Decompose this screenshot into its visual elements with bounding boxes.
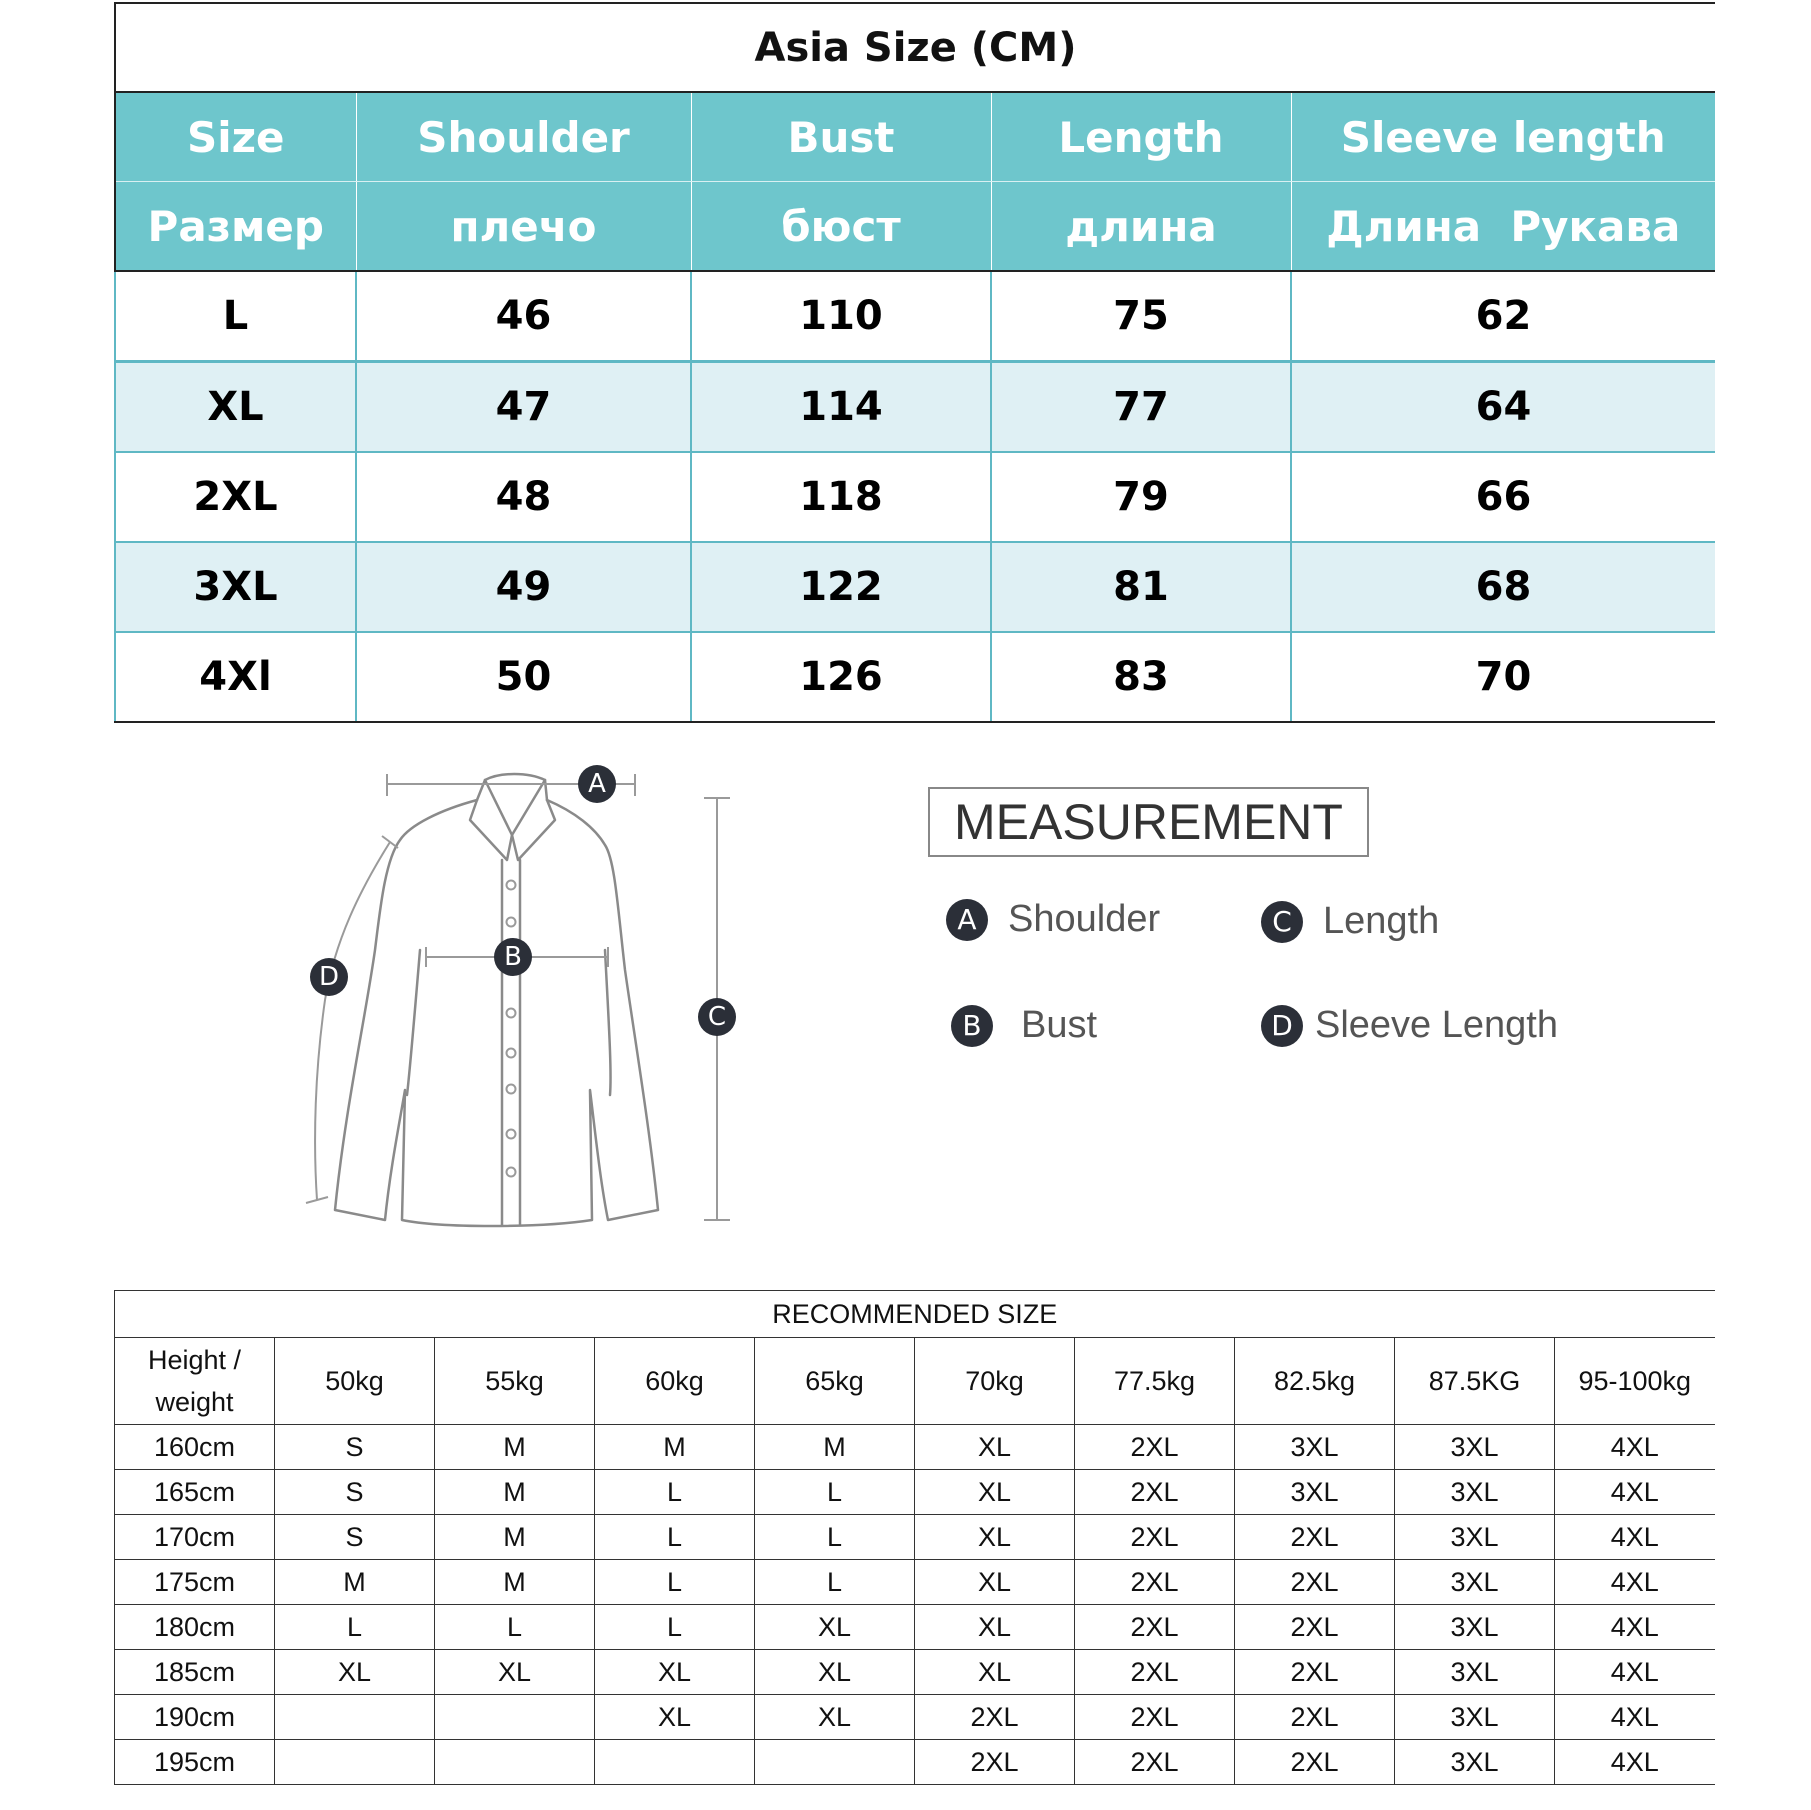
legend-sleeve-length	[1261, 1004, 1558, 1047]
header-shoulder-ru: плечо	[356, 182, 691, 272]
legend-label: Shoulder	[1008, 898, 1161, 940]
size-cell: L	[595, 1515, 755, 1560]
height-cell: 195cm	[115, 1740, 275, 1785]
height-cell: 165cm	[115, 1470, 275, 1515]
size-cell: L	[755, 1560, 915, 1605]
size-cell: XL	[915, 1425, 1075, 1470]
badge-a-icon: A	[946, 899, 988, 941]
size-cell: XL	[595, 1695, 755, 1740]
asia-size-table	[114, 2, 1715, 723]
length-cell: 83	[991, 632, 1291, 722]
weight-header: 82.5kg	[1235, 1338, 1395, 1425]
table-row	[115, 1740, 1715, 1785]
size-cell: L	[275, 1605, 435, 1650]
size-cell: XL	[915, 1650, 1075, 1695]
size-cell: M	[435, 1425, 595, 1470]
size-cell: L	[595, 1470, 755, 1515]
size-cell: 2XL	[915, 1740, 1075, 1785]
size-cell: 2XL	[1075, 1605, 1235, 1650]
size-cell: 2XL	[1075, 1740, 1235, 1785]
shoulder-cell: 46	[356, 271, 691, 362]
header-length-en: Length	[991, 92, 1291, 182]
shirt-diagram	[290, 750, 760, 1250]
height-cell: 160cm	[115, 1425, 275, 1470]
size-cell: M	[435, 1515, 595, 1560]
size-cell: 4Xl	[115, 632, 356, 722]
badge-c-icon: C	[698, 998, 736, 1036]
size-cell: 2XL	[1075, 1425, 1235, 1470]
size-cell: 3XL	[1395, 1695, 1555, 1740]
size-cell: XL	[915, 1515, 1075, 1560]
legend-label: Sleeve Length	[1315, 1004, 1558, 1046]
sleeve-cell: 68	[1291, 542, 1715, 632]
size-cell: 2XL	[1235, 1560, 1395, 1605]
table-row	[115, 362, 1715, 453]
sleeve-cell: 70	[1291, 632, 1715, 722]
corner-line: weight	[155, 1387, 234, 1417]
size-cell: 2XL	[1075, 1515, 1235, 1560]
shirt-outline-icon	[290, 750, 760, 1250]
badge-b-icon: B	[494, 938, 532, 976]
size-cell: M	[435, 1470, 595, 1515]
bust-cell: 122	[691, 542, 991, 632]
legend-shoulder	[946, 898, 1160, 941]
size-cell: 3XL	[1235, 1470, 1395, 1515]
size-cell: 2XL	[1235, 1605, 1395, 1650]
bust-cell: 126	[691, 632, 991, 722]
size-cell: 4XL	[1555, 1740, 1715, 1785]
size-cell: 4XL	[1555, 1470, 1715, 1515]
table-row	[115, 1605, 1715, 1650]
weight-header: 55kg	[435, 1338, 595, 1425]
size-cell: 4XL	[1555, 1695, 1715, 1740]
table-row	[115, 1650, 1715, 1695]
header-shoulder-en: Shoulder	[356, 92, 691, 182]
badge-d-icon: D	[1261, 1005, 1303, 1047]
size-cell: XL	[755, 1650, 915, 1695]
weight-header: 60kg	[595, 1338, 755, 1425]
size-cell: M	[435, 1560, 595, 1605]
size-cell: S	[275, 1425, 435, 1470]
table-row	[115, 452, 1715, 542]
legend-label: Length	[1323, 900, 1440, 942]
size-cell: 4XL	[1555, 1650, 1715, 1695]
recommended-body	[115, 1425, 1715, 1785]
shoulder-cell: 49	[356, 542, 691, 632]
size-cell: 2XL	[1075, 1650, 1235, 1695]
size-cell: 3XL	[1395, 1470, 1555, 1515]
size-cell: XL	[435, 1650, 595, 1695]
badge-b-icon: B	[951, 1005, 993, 1047]
size-cell: 4XL	[1555, 1515, 1715, 1560]
table-row	[115, 1515, 1715, 1560]
size-cell: 2XL	[1075, 1695, 1235, 1740]
sleeve-cell: 66	[1291, 452, 1715, 542]
height-weight-corner	[115, 1338, 275, 1425]
weight-header: 50kg	[275, 1338, 435, 1425]
table-row	[115, 1470, 1715, 1515]
size-cell	[435, 1695, 595, 1740]
size-cell: XL	[915, 1560, 1075, 1605]
weight-header: 70kg	[915, 1338, 1075, 1425]
sleeve-cell: 62	[1291, 271, 1715, 362]
size-cell: 2XL	[1235, 1650, 1395, 1695]
size-cell: 2XL	[1235, 1740, 1395, 1785]
size-cell	[595, 1740, 755, 1785]
size-cell: L	[435, 1605, 595, 1650]
size-cell: 4XL	[1555, 1560, 1715, 1605]
weight-header: 87.5KG	[1395, 1338, 1555, 1425]
size-cell: 3XL	[115, 542, 356, 632]
height-cell: 190cm	[115, 1695, 275, 1740]
badge-c-icon: C	[1261, 901, 1303, 943]
corner-line: Height /	[147, 1345, 242, 1375]
bust-cell: 118	[691, 452, 991, 542]
size-cell: XL	[755, 1695, 915, 1740]
height-cell: 170cm	[115, 1515, 275, 1560]
size-cell: S	[275, 1470, 435, 1515]
size-cell: L	[115, 271, 356, 362]
size-cell: XL	[275, 1650, 435, 1695]
weight-header-row	[115, 1338, 1715, 1425]
size-cell: 2XL	[115, 452, 356, 542]
weight-header: 95-100kg	[1555, 1338, 1715, 1425]
header-size-en: Size	[115, 92, 356, 182]
size-cell: XL	[115, 362, 356, 453]
header-size-ru: Размер	[115, 182, 356, 272]
size-cell: M	[275, 1560, 435, 1605]
size-cell: XL	[595, 1650, 755, 1695]
header-length-ru: длина	[991, 182, 1291, 272]
size-table-title: Asia Size (CM)	[115, 3, 1715, 92]
size-cell: M	[755, 1425, 915, 1470]
measurement-title: MEASUREMENT	[928, 787, 1369, 857]
length-cell: 81	[991, 542, 1291, 632]
size-cell: L	[595, 1560, 755, 1605]
recommended-title: RECOMMENDED SIZE	[115, 1291, 1715, 1338]
size-cell: 3XL	[1395, 1740, 1555, 1785]
size-cell: 2XL	[1075, 1560, 1235, 1605]
size-cell: S	[275, 1515, 435, 1560]
legend-label: Bust	[1021, 1004, 1098, 1046]
height-cell: 180cm	[115, 1605, 275, 1650]
shoulder-cell: 50	[356, 632, 691, 722]
size-cell: 2XL	[1235, 1515, 1395, 1560]
table-row	[115, 1425, 1715, 1470]
size-cell: 2XL	[1235, 1695, 1395, 1740]
size-cell	[435, 1740, 595, 1785]
bust-cell: 110	[691, 271, 991, 362]
size-cell: M	[595, 1425, 755, 1470]
size-cell: 4XL	[1555, 1425, 1715, 1470]
table-row	[115, 271, 1715, 362]
size-cell: XL	[755, 1605, 915, 1650]
badge-d-icon: D	[310, 958, 348, 996]
sleeve-cell: 64	[1291, 362, 1715, 453]
size-cell: 3XL	[1395, 1425, 1555, 1470]
table-row	[115, 1695, 1715, 1740]
header-bust-en: Bust	[691, 92, 991, 182]
shoulder-cell: 47	[356, 362, 691, 453]
height-cell: 185cm	[115, 1650, 275, 1695]
size-cell	[275, 1695, 435, 1740]
height-cell: 175cm	[115, 1560, 275, 1605]
size-cell: L	[595, 1605, 755, 1650]
header-sleeve-ru: Длина Рукава	[1291, 182, 1715, 272]
header-bust-ru: бюст	[691, 182, 991, 272]
weight-header: 77.5kg	[1075, 1338, 1235, 1425]
length-cell: 75	[991, 271, 1291, 362]
table-row	[115, 542, 1715, 632]
size-cell: 3XL	[1395, 1515, 1555, 1560]
shoulder-cell: 48	[356, 452, 691, 542]
table-row	[115, 1560, 1715, 1605]
size-cell: 3XL	[1395, 1650, 1555, 1695]
weight-header: 65kg	[755, 1338, 915, 1425]
size-cell	[755, 1740, 915, 1785]
size-cell: 4XL	[1555, 1605, 1715, 1650]
size-cell: 3XL	[1235, 1425, 1395, 1470]
size-cell: 3XL	[1395, 1560, 1555, 1605]
size-cell: L	[755, 1470, 915, 1515]
size-cell: XL	[915, 1470, 1075, 1515]
size-cell: 2XL	[1075, 1470, 1235, 1515]
size-cell: 3XL	[1395, 1605, 1555, 1650]
size-cell	[275, 1740, 435, 1785]
table-row	[115, 632, 1715, 722]
length-cell: 77	[991, 362, 1291, 453]
header-sleeve-en: Sleeve length	[1291, 92, 1715, 182]
size-cell: XL	[915, 1605, 1075, 1650]
recommended-size-table	[114, 1290, 1715, 1785]
length-cell: 79	[991, 452, 1291, 542]
size-cell: 2XL	[915, 1695, 1075, 1740]
badge-a-icon: A	[578, 765, 616, 803]
bust-cell: 114	[691, 362, 991, 453]
size-cell: L	[755, 1515, 915, 1560]
legend-bust	[951, 1004, 1097, 1047]
legend-length	[1261, 900, 1439, 943]
